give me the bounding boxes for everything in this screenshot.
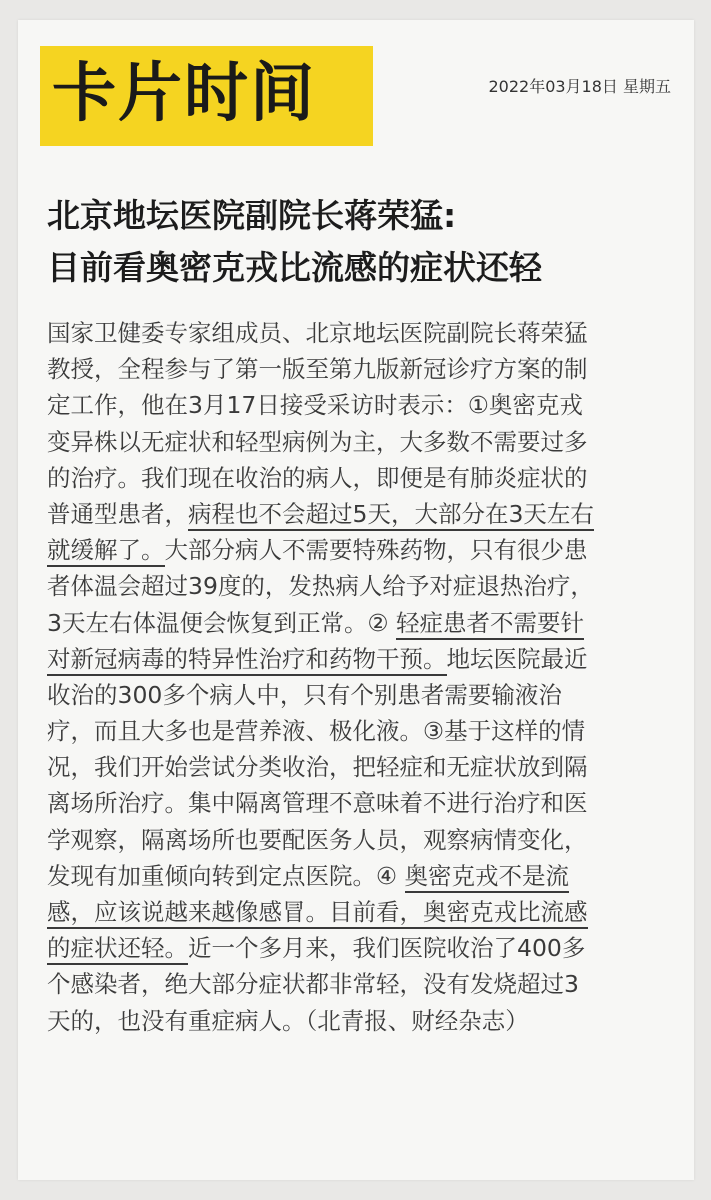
article-text: 况，我们开始尝试分类收治，把轻症和无症状放到隔 [47,753,588,782]
article-line [47,858,673,894]
article-text: 3天左右体温便会恢复到正常。② [47,608,396,637]
headline-line-1: 北京地坛医院副院长蒋荣猛: [47,196,457,235]
article-line [47,315,673,351]
article-line [47,713,673,749]
article-text: 定工作，他在3月17日接受采访时表示：①奥密克戎 [47,391,583,420]
article-line [47,749,673,785]
underlined-text: 病程也不会超过5天，大部分在3天左右 [188,500,594,531]
article-text: 个感染者，绝大部分症状都非常轻，没有发烧超过3 [47,970,579,999]
article-line [47,387,673,423]
article-line [47,568,673,604]
article-text: 者体温会超过39度的，发热病人给予对症退热治疗， [47,572,594,601]
article-line [47,894,673,930]
article-line [47,532,673,568]
article-line [47,822,673,858]
article-line [47,496,673,532]
underlined-text: 就缓解了。 [47,536,165,567]
article-line [47,424,673,460]
underlined-text: 奥密克戎不是流 [405,862,570,893]
underlined-text: 感，应该说越来越像感冒。目前看，奥密克戎比流感 [47,898,588,929]
publish-date: 2022年03月18日 星期五 [488,77,671,96]
underlined-text: 的症状还轻。 [47,934,188,965]
article-text: 的治疗。我们现在收治的病人，即便是有肺炎症状的 [47,463,588,492]
headline [47,190,677,294]
article-line [47,677,673,713]
article-line [47,930,673,966]
article-line [47,351,673,387]
underlined-text: 对新冠病毒的特异性治疗和药物干预。 [47,645,447,676]
article-text: 离场所治疗。集中隔离管理不意味着不进行治疗和医 [47,789,588,818]
article-line [47,966,673,1002]
article-text: 大部分病人不需要特殊药物，只有很少患 [164,536,588,565]
article-text: 普通型患者， [47,499,188,528]
article-line [47,641,673,677]
article-text: 天的，也没有重症病人。（北青报、财经杂志） [47,1006,529,1035]
article-text: 变异株以无症状和轻型病例为主，大多数不需要过多 [47,427,588,456]
article-text: 教授，全程参与了第一版至第九版新冠诊疗方案的制 [47,355,588,384]
article-text: 发现有加重倾向转到定点医院。④ [47,861,405,890]
article-text: 地坛医院最近 [446,644,588,673]
underlined-text: 轻症患者不需要针 [396,609,584,640]
article-text: 学观察，隔离场所也要配医务人员，观察病情变化， [47,825,588,854]
article-text: 近一个多月来，我们医院收治了400多 [188,934,586,963]
brand-title: 卡片时间 [52,57,316,131]
article-text: 疗，而且大多也是营养液、极化液。③基于这样的情 [47,717,586,746]
article-line [47,1003,673,1039]
article-text: 国家卫健委专家组成员、北京地坛医院副院长蒋荣猛 [47,319,588,347]
article-line [47,785,673,821]
article-text: 收治的300多个病人中，只有个别患者需要输液治 [47,680,562,709]
article-body [47,315,673,1039]
headline-line-2: 目前看奥密克戎比流感的症状还轻 [47,248,542,287]
article-line [47,460,673,496]
article-line [47,605,673,641]
